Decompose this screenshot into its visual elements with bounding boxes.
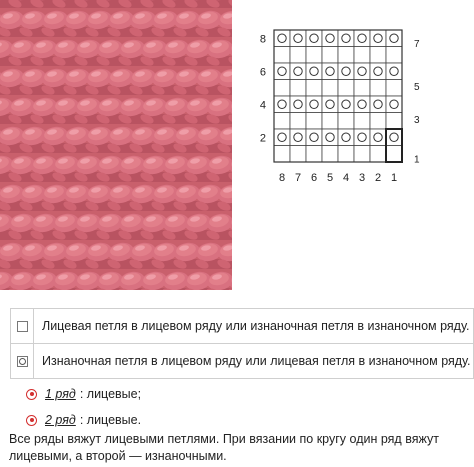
circle-in-square-icon (17, 356, 28, 367)
column-label: 5 (326, 172, 334, 184)
chart-cell (354, 47, 370, 64)
description-paragraph: Все ряды вяжут лицевыми петлями. При вязании по кругу один ряд вяжут лицевыми, а второй — изнаночными. (9, 432, 439, 463)
chart-cell (322, 113, 338, 130)
chart-cell (274, 129, 290, 146)
legend-table (10, 308, 474, 379)
chart-cell (386, 63, 402, 80)
row-instruction-1: 1 ряд : лицевые; (26, 381, 141, 407)
chart-cell (322, 146, 338, 163)
chart-cell (386, 96, 402, 113)
row-link[interactable]: 2 ряд (45, 413, 76, 427)
row-instructions (26, 381, 141, 433)
chart-cell (322, 129, 338, 146)
chart-cell (338, 113, 354, 130)
column-label: 1 (390, 172, 398, 184)
chart-cell (370, 129, 386, 146)
chart-cell (322, 63, 338, 80)
row-instruction-2: 2 ряд : лицевые. (26, 407, 141, 433)
chart-cell (354, 129, 370, 146)
empty-square-icon (17, 321, 28, 332)
row-label-right: 1 (414, 154, 420, 166)
chart-cell (354, 30, 370, 47)
row-label-right: 7 (414, 38, 420, 50)
chart-grid (250, 22, 474, 202)
knit-sample-photo (0, 0, 232, 290)
chart-cell (274, 146, 290, 163)
bullet-icon (26, 415, 37, 426)
column-label: 4 (342, 172, 350, 184)
chart-cell (306, 47, 322, 64)
row-label-left: 8 (259, 33, 266, 46)
chart-cell (306, 129, 322, 146)
chart-cell (322, 80, 338, 97)
chart-cell (354, 63, 370, 80)
chart-cell (338, 129, 354, 146)
row-label-right: 5 (414, 81, 420, 93)
chart-cell (338, 96, 354, 113)
chart-cell (322, 30, 338, 47)
chart-cell (290, 129, 306, 146)
chart-cell (322, 47, 338, 64)
chart-cell (274, 96, 290, 113)
knit-texture (0, 0, 232, 290)
chart-cell (386, 47, 402, 64)
column-label: 3 (358, 172, 366, 184)
row-label-right: 3 (414, 114, 420, 126)
chart-cell (386, 113, 402, 130)
chart-cell (386, 30, 402, 47)
chart-cell (306, 63, 322, 80)
chart-cell (338, 146, 354, 163)
chart-cell (306, 80, 322, 97)
chart-cell (306, 96, 322, 113)
chart-cell (290, 80, 306, 97)
chart-cell (386, 80, 402, 97)
chart-cell (306, 146, 322, 163)
chart-cell (370, 113, 386, 130)
legend-row-purl (11, 344, 474, 379)
chart-cell (370, 96, 386, 113)
chart-cell (386, 129, 402, 146)
chart-cell (290, 47, 306, 64)
chart-cell (354, 80, 370, 97)
legend-text: Изнаночная петля в лицевом ряду или лицевая петля в изнаночном ряду. (34, 344, 474, 379)
chart-cell (338, 63, 354, 80)
row-link[interactable]: 1 ряд (45, 387, 76, 401)
chart-cell (338, 30, 354, 47)
chart-cell (338, 80, 354, 97)
chart-cell (386, 146, 402, 163)
column-label: 6 (310, 172, 318, 184)
chart-cell (306, 30, 322, 47)
chart-cell (354, 96, 370, 113)
chart-cell (274, 47, 290, 64)
chart-cell (370, 47, 386, 64)
bullet-icon (26, 389, 37, 400)
chart-cell (274, 113, 290, 130)
chart-cell (274, 80, 290, 97)
column-label: 2 (374, 172, 382, 184)
row-label-left: 6 (259, 66, 266, 79)
chart-cell (338, 47, 354, 64)
chart-cell (354, 146, 370, 163)
chart-cell (274, 63, 290, 80)
chart-cell (290, 113, 306, 130)
chart-cell (370, 146, 386, 163)
row-label-left: 2 (259, 132, 266, 145)
chart-cell (290, 146, 306, 163)
chart-cell (290, 30, 306, 47)
row-label-left: 4 (259, 99, 266, 112)
column-label: 7 (294, 172, 302, 184)
chart-cell (370, 63, 386, 80)
chart-cell (274, 30, 290, 47)
chart-cell (290, 96, 306, 113)
legend-text: Лицевая петля в лицевом ряду или изнаночная петля в изнаночном ряду. (34, 309, 474, 344)
legend-row-knit (11, 309, 474, 344)
chart-cell (306, 113, 322, 130)
chart-cell (354, 113, 370, 130)
chart-cell (370, 30, 386, 47)
chart-cell (370, 80, 386, 97)
knitting-chart (250, 22, 474, 202)
chart-cell (290, 63, 306, 80)
column-label: 8 (278, 172, 286, 184)
chart-cell (322, 96, 338, 113)
